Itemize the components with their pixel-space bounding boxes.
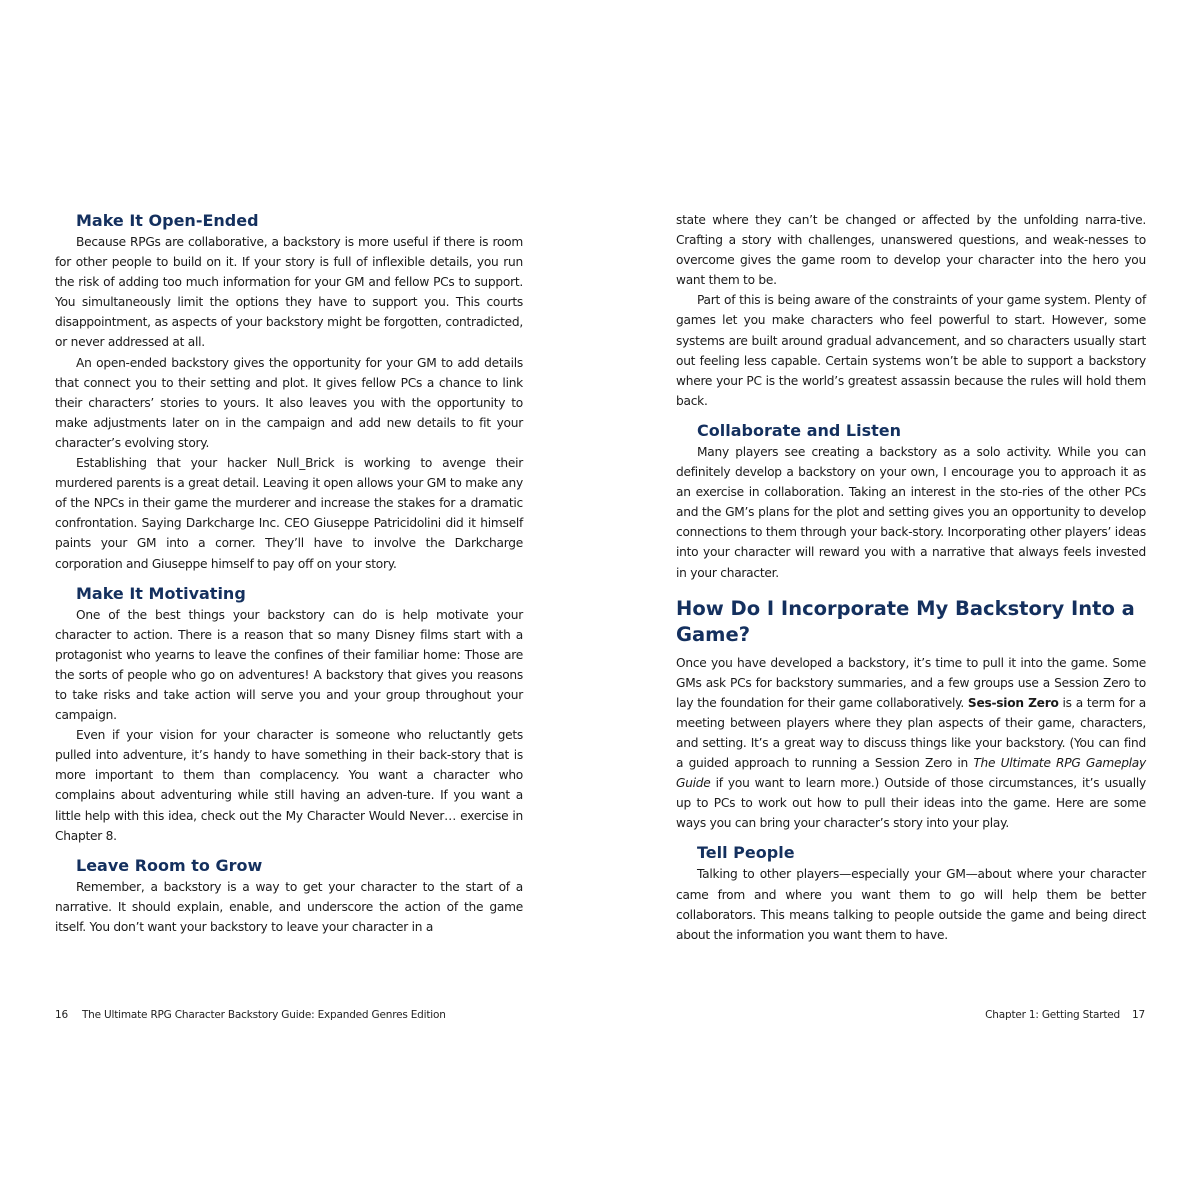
- paragraph: Talking to other players—especially your GM—about where your character came from and where you want them to go will help them be better collaborators. This means talking to people outside the game and being direct about the information you want them to have.: [676, 867, 1146, 942]
- page-number: 16: [55, 1009, 68, 1021]
- right-column: [676, 210, 1146, 945]
- paragraph: Part of this is being aware of the constraints of your game system. Plenty of games let you make characters who feel powerful to start. However, some systems are built around gradual advancement, and so characters usually start out feeling less capable. Certain systems won’t be able to support a backstory where your PC is the world’s greatest assassin because the rules will hold them back.: [676, 293, 1146, 408]
- left-column: [55, 210, 523, 937]
- paragraph: Because RPGs are collaborative, a backstory is more useful if there is room for other people to build on it. If your story is full of inflexible details, you run the risk of adding too much information for your GM and fellow PCs to support. You simultaneously limit the options they have to support you. This courts disappointment, as aspects of your backstory might be forgotten, contradicted, or never addressed at all.: [55, 235, 523, 350]
- paragraph: Even if your vision for your character is someone who reluctantly gets pulled into adventure, it’s handy to have something in their back-story that is more important to them than complacency. You want a character who complains about adventuring while still having an adven-ture. If you want a little help with this idea, check out the My Character Would Never… exercise in Chapter 8.: [55, 728, 523, 843]
- paragraph: Once you have developed a backstory, it’s time to pull it into the game. Some GMs ask PCs for backstory summaries, and a few groups use a Session Zero to lay the foundation for their game collaboratively. Ses-sion Zero is a term for a meeting between players where they plan aspects of their game, characters, and setting. It’s a great way to discuss things like your backstory. (You can find a guided approach to running a Session Zero in The Ultimate RPG Gameplay Guide if you want to learn more.) Outside of those circumstances, it’s usually up to PCs to work out how to pull their ideas into the game. Here are some ways you can bring your character’s story into your play.: [676, 655, 1146, 831]
- right-page: [600, 0, 1200, 1200]
- paragraph: Establishing that your hacker Null_Brick is working to avenge their murdered parents is a great detail. Leaving it open allows your GM to make any of the NPCs in their game the murderer and increase the stakes for a dramatic confrontation. Saying Darkcharge Inc. CEO Giuseppe Patricidolini did it himself paints your GM into a corner. They’ll have to involve the Darkcharge corporation and Giuseppe himself to pay off on your story.: [55, 456, 523, 571]
- book-reference: The Ultimate RPG Gameplay Guide: [676, 756, 1146, 791]
- chapter-title: Chapter 1: Getting Started: [985, 1009, 1121, 1021]
- heading-tell-people: Tell People: [697, 843, 795, 863]
- heading-open-ended: Make It Open-Ended: [76, 211, 259, 230]
- footer-right: [985, 1009, 1145, 1021]
- heading-room-to-grow: Leave Room to Grow: [76, 855, 263, 875]
- paragraph: state where they can’t be changed or affected by the unfolding narra-tive. Crafting a story with challenges, unanswered questions, and weak-nesses to overcome gives the game room to develop your character into the hero you want them to be.: [676, 213, 1146, 288]
- heading-motivating: Make It Motivating: [76, 583, 246, 603]
- paragraph: One of the best things your backstory can do is help motivate your character to action. There is a reason that so many Disney films start with a protagonist who yearns to leave the confines of their familiar home: Those are the sorts of people who go on adventures! A backstory that gives you reasons to take risks and take action will serve you and your group throughout your campaign.: [55, 607, 523, 723]
- page-number: 17: [1132, 1009, 1145, 1021]
- paragraph: An open-ended backstory gives the opportunity for your GM to add details that connect you to their setting and plot. It gives fellow PCs a chance to link their characters’ stories to yours. It also leaves you with the opportunity to make adjustments later on in the campaign and add new details to fit your character’s evolving story.: [55, 355, 523, 450]
- paragraph: Remember, a backstory is a way to get your character to the start of a narrative. It should explain, enable, and underscore the action of the game itself. You don’t want your backstory to leave your character in a: [55, 879, 523, 934]
- book-title: The Ultimate RPG Character Backstory Guide: Expanded Genres Edition: [81, 1009, 446, 1021]
- term-session-zero: Ses-sion Zero: [967, 695, 1059, 710]
- paragraph: Many players see creating a backstory as a solo activity. While you can definitely develop a backstory on your own, I encourage you to approach it as an exercise in collaboration. Taking an interest in the sto-ries of the other PCs and the GM’s plans for the plot and setting gives you an opportunity to develop connections to them through your back-story. Incorporating other players’ ideas into your character will reward you with a narrative that always feels invested in your character.: [676, 444, 1146, 580]
- footer-left: [55, 1009, 446, 1021]
- heading-collaborate: Collaborate and Listen: [697, 420, 902, 440]
- section-heading-incorporate: How Do I Incorporate My Backstory Into a Game?: [676, 596, 1135, 646]
